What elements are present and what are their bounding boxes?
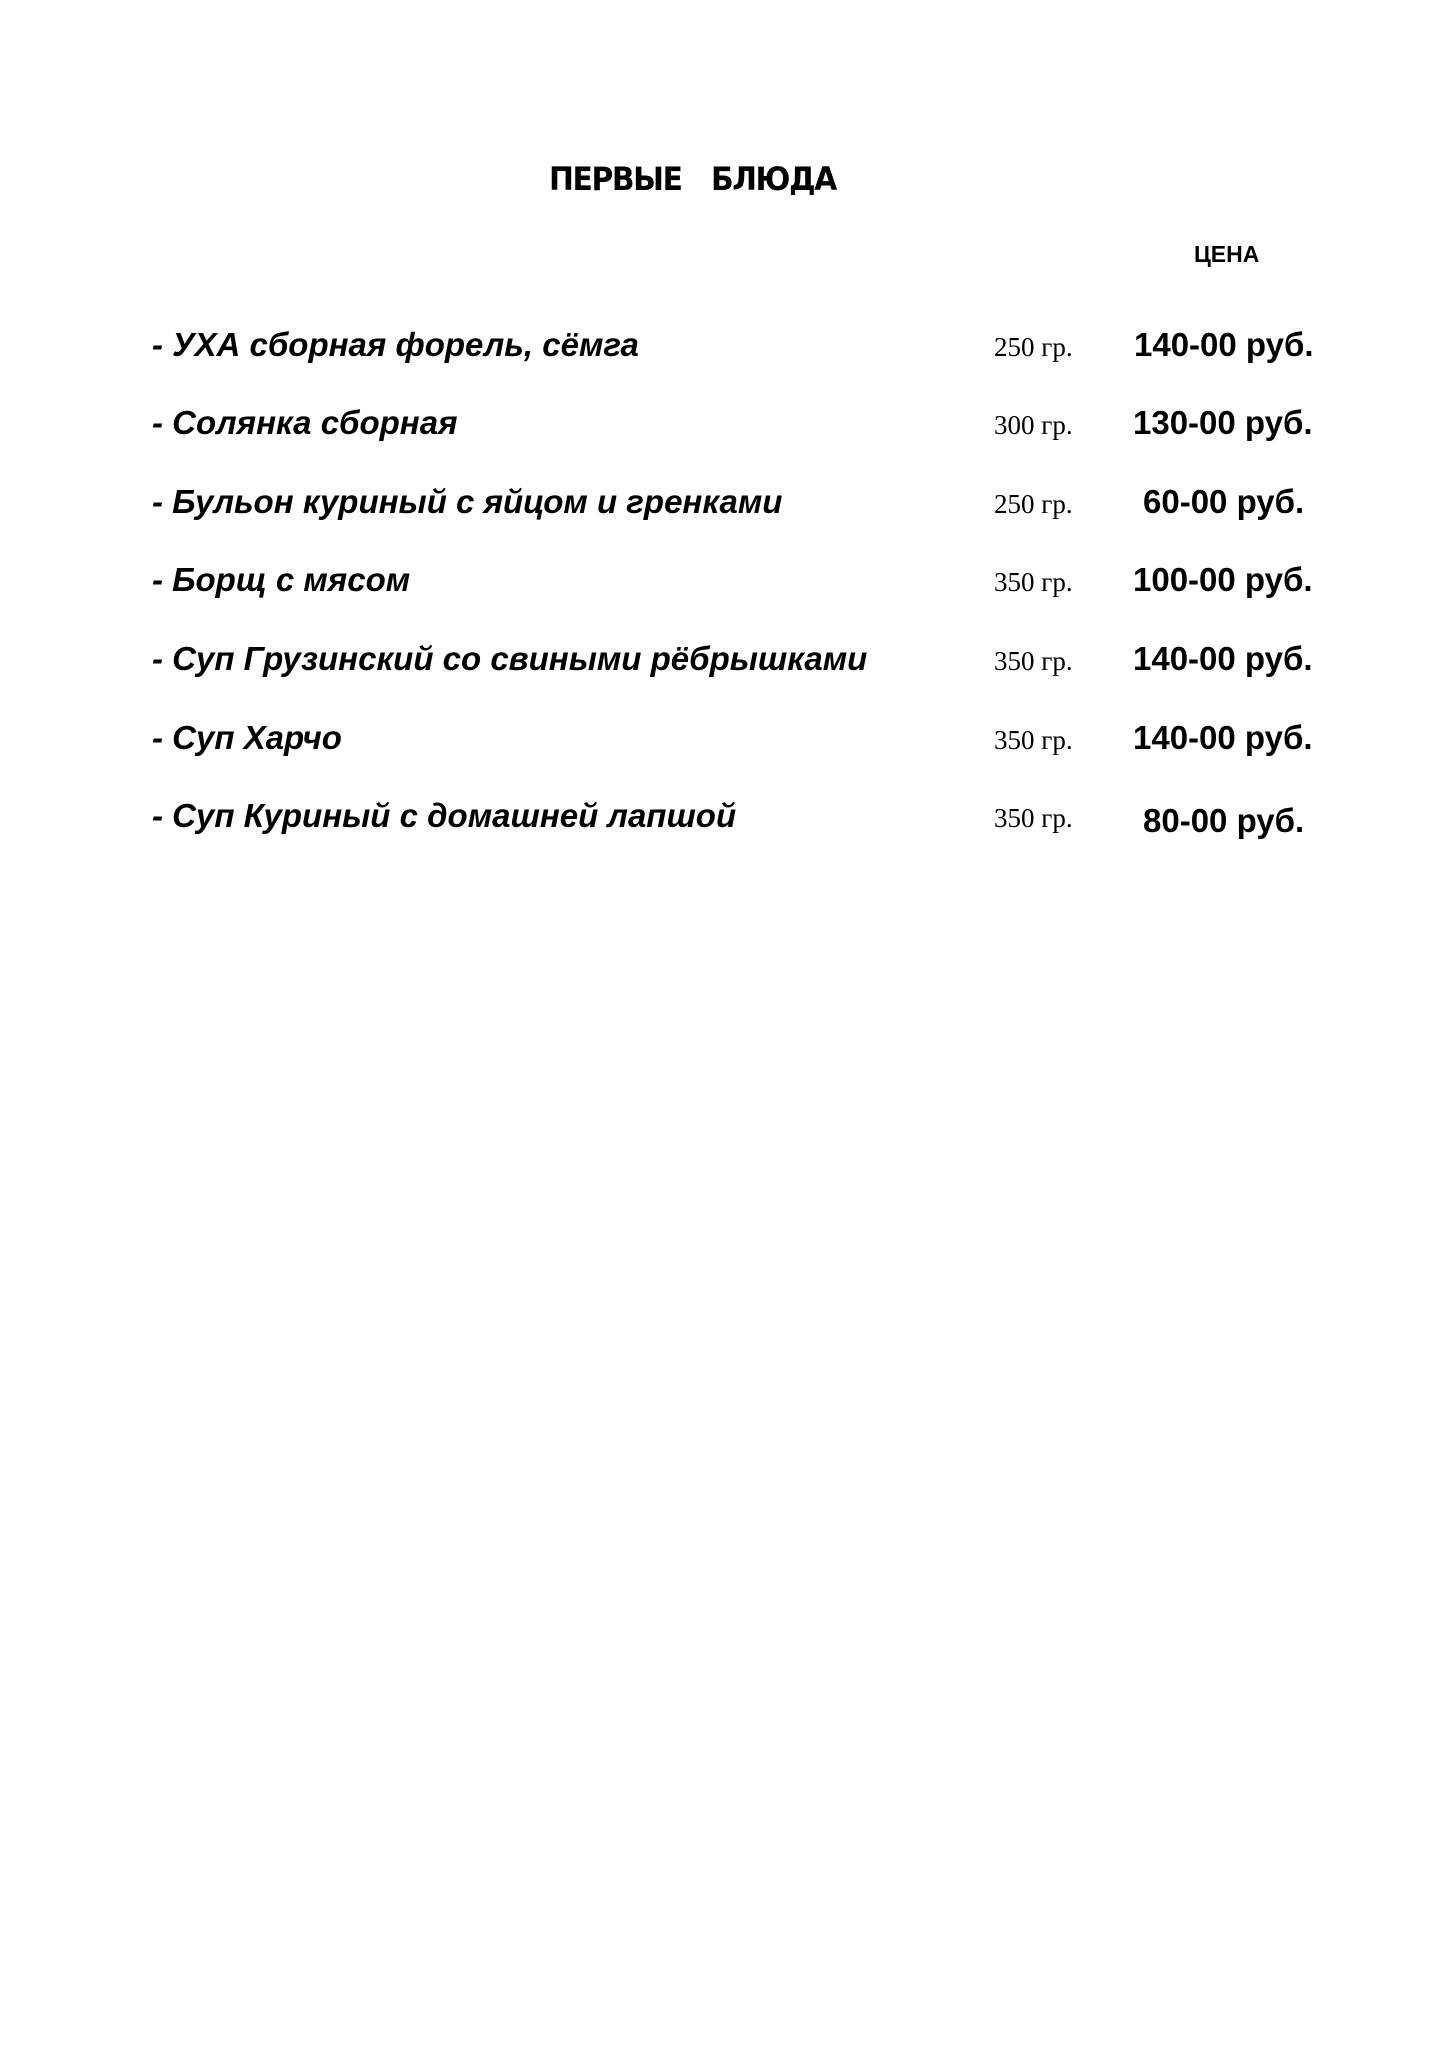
menu-item (0, 483, 1448, 543)
menu-item (0, 404, 1448, 464)
menu-item (0, 719, 1448, 779)
dish-price: 140-00 руб. (1133, 719, 1313, 756)
dish-name: - УХА сборная форель, сёмга (152, 326, 639, 363)
dish-weight: 350 гр. (994, 646, 1073, 676)
dish-price: 130-00 руб. (1133, 404, 1313, 441)
price-column-header: ЦЕНА (1194, 241, 1260, 267)
dish-weight: 300 гр. (994, 410, 1073, 440)
dish-name: - Борщ с мясом (152, 561, 411, 598)
dish-name: - Бульон куриный с яйцом и гренками (152, 483, 783, 520)
dish-price: 140-00 руб. (1133, 640, 1313, 677)
dish-price: 60-00 руб. (1143, 483, 1305, 520)
dish-price: 80-00 руб. (1143, 802, 1305, 839)
page-title: ПЕРВЫЕ БЛЮДА (549, 160, 836, 198)
dish-weight: 350 гр. (994, 567, 1073, 597)
menu-item (0, 326, 1448, 386)
dish-name: - Солянка сборная (152, 404, 458, 441)
dish-name: - Суп Харчо (152, 719, 342, 756)
dish-weight: 350 гр. (994, 803, 1073, 833)
dish-name: - Суп Куриный с домашней лапшой (152, 797, 737, 834)
menu-item (0, 640, 1448, 700)
dish-weight: 250 гр. (994, 332, 1073, 362)
menu-item (0, 797, 1448, 857)
dish-name: - Суп Грузинский со свиными рёбрышками (152, 640, 868, 677)
dish-price: 100-00 руб. (1133, 561, 1313, 598)
dish-weight: 250 гр. (994, 489, 1073, 519)
dish-price: 140-00 руб. (1134, 326, 1314, 363)
menu-item (0, 561, 1448, 621)
dish-weight: 350 гр. (994, 725, 1073, 755)
